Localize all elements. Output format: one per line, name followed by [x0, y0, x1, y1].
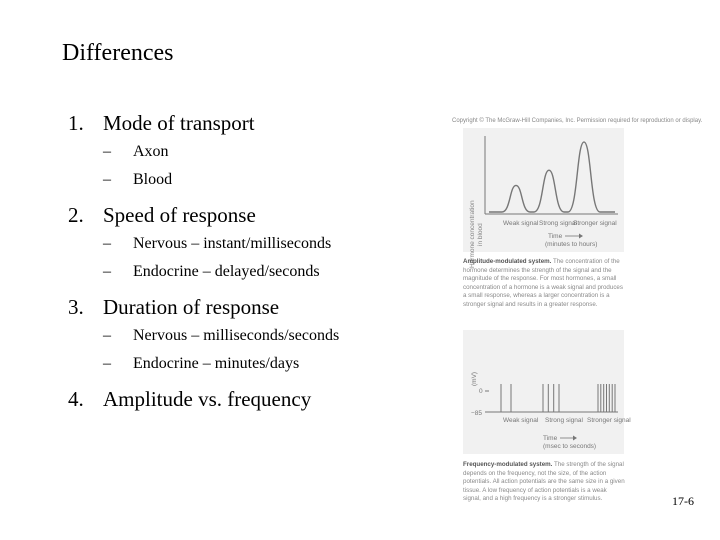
dash-bullet: –	[103, 171, 111, 188]
amplitude-label-strong: Strong signal	[539, 220, 577, 227]
frequency-spike-train	[501, 384, 615, 412]
dash-bullet: –	[103, 143, 111, 160]
list-item-speed-of-response	[68, 200, 448, 230]
frequency-xlabel-units: (msec to seconds)	[543, 443, 597, 450]
amplitude-ylabel-2: in blood	[477, 223, 484, 246]
sub-item-label: Endocrine – minutes/days	[133, 355, 300, 372]
frequency-caption-body: The strength of the signal depends on the frequency, not the size, of the action potentials. All action potentials are the same size in a given tissue. A low frequency of action potentials is a weak signal, and a high frequency is a stronger stimulus.	[463, 461, 625, 503]
sub-item-label: Endocrine – delayed/seconds	[133, 263, 320, 280]
dash-bullet: –	[103, 263, 111, 280]
frequency-xlabel: Time	[543, 435, 558, 442]
amplitude-xlabel-units: (minutes to hours)	[545, 241, 598, 248]
item-number: 4.	[68, 387, 84, 411]
sub-item-axon	[68, 138, 448, 166]
sub-item-endocrine-speed	[68, 258, 448, 286]
page-number: 17-6	[672, 494, 694, 508]
sub-item-endocrine-duration	[68, 350, 448, 378]
dash-bullet: –	[103, 327, 111, 344]
amplitude-xlabel: Time	[548, 233, 563, 240]
amplitude-caption-body: The concentration of the hormone determines the strength of the signal and the magnitude of the response. For most hormones, a small concentration of a hormone is a weak signal and produces a small response, whereas a larger concentration is a stronger signal and results in a greater response.	[463, 258, 623, 308]
frequency-ylabel: (mV)	[471, 371, 478, 386]
frequency-caption	[463, 461, 626, 504]
list-item-amplitude-vs-frequency	[68, 384, 448, 414]
dash-bullet: –	[103, 235, 111, 252]
frequency-chart	[463, 330, 631, 454]
amplitude-caption	[463, 258, 624, 310]
slide-title: Differences	[62, 40, 174, 66]
sub-item-label: Axon	[133, 143, 169, 160]
item-number: 2.	[68, 203, 84, 227]
list-item-duration-of-response	[68, 292, 448, 322]
frequency-tick-zero: 0	[479, 388, 483, 395]
amplitude-caption-title: Amplitude-modulated system.	[463, 258, 552, 265]
sub-item-label: Blood	[133, 171, 173, 188]
item-label: Duration of response	[103, 295, 280, 319]
differences-list	[68, 108, 448, 414]
amplitude-wave	[489, 142, 615, 212]
amplitude-label-weak: Weak signal	[503, 220, 539, 227]
sub-item-nervous-duration	[68, 322, 448, 350]
frequency-figure-panel	[463, 330, 631, 454]
frequency-tick-neg: −85	[471, 410, 483, 417]
item-number: 3.	[68, 295, 84, 319]
item-number: 1.	[68, 111, 84, 135]
dash-bullet: –	[103, 355, 111, 372]
list-item-mode-of-transport	[68, 108, 448, 138]
item-label: Mode of transport	[103, 111, 255, 135]
amplitude-time-arrowhead	[579, 234, 583, 239]
item-label: Amplitude vs. frequency	[103, 387, 312, 411]
amplitude-label-stronger: Stronger signal	[573, 220, 617, 227]
frequency-label-weak: Weak signal	[503, 417, 539, 424]
amplitude-ylabel-1: Hormone concentration	[469, 200, 476, 268]
sub-item-label: Nervous – milliseconds/seconds	[133, 327, 340, 344]
sub-item-label: Nervous – instant/milliseconds	[133, 235, 332, 252]
item-label: Speed of response	[103, 203, 256, 227]
sub-item-nervous-speed	[68, 230, 448, 258]
frequency-caption-title: Frequency-modulated system.	[463, 461, 553, 468]
sub-item-blood	[68, 166, 448, 194]
figure-copyright: Copyright © The McGraw-Hill Companies, Inc. Permission required for reproduction or display.	[452, 118, 703, 124]
frequency-label-strong: Strong signal	[545, 417, 583, 424]
frequency-time-arrowhead	[573, 436, 577, 441]
frequency-label-stronger: Stronger signal	[587, 417, 631, 424]
